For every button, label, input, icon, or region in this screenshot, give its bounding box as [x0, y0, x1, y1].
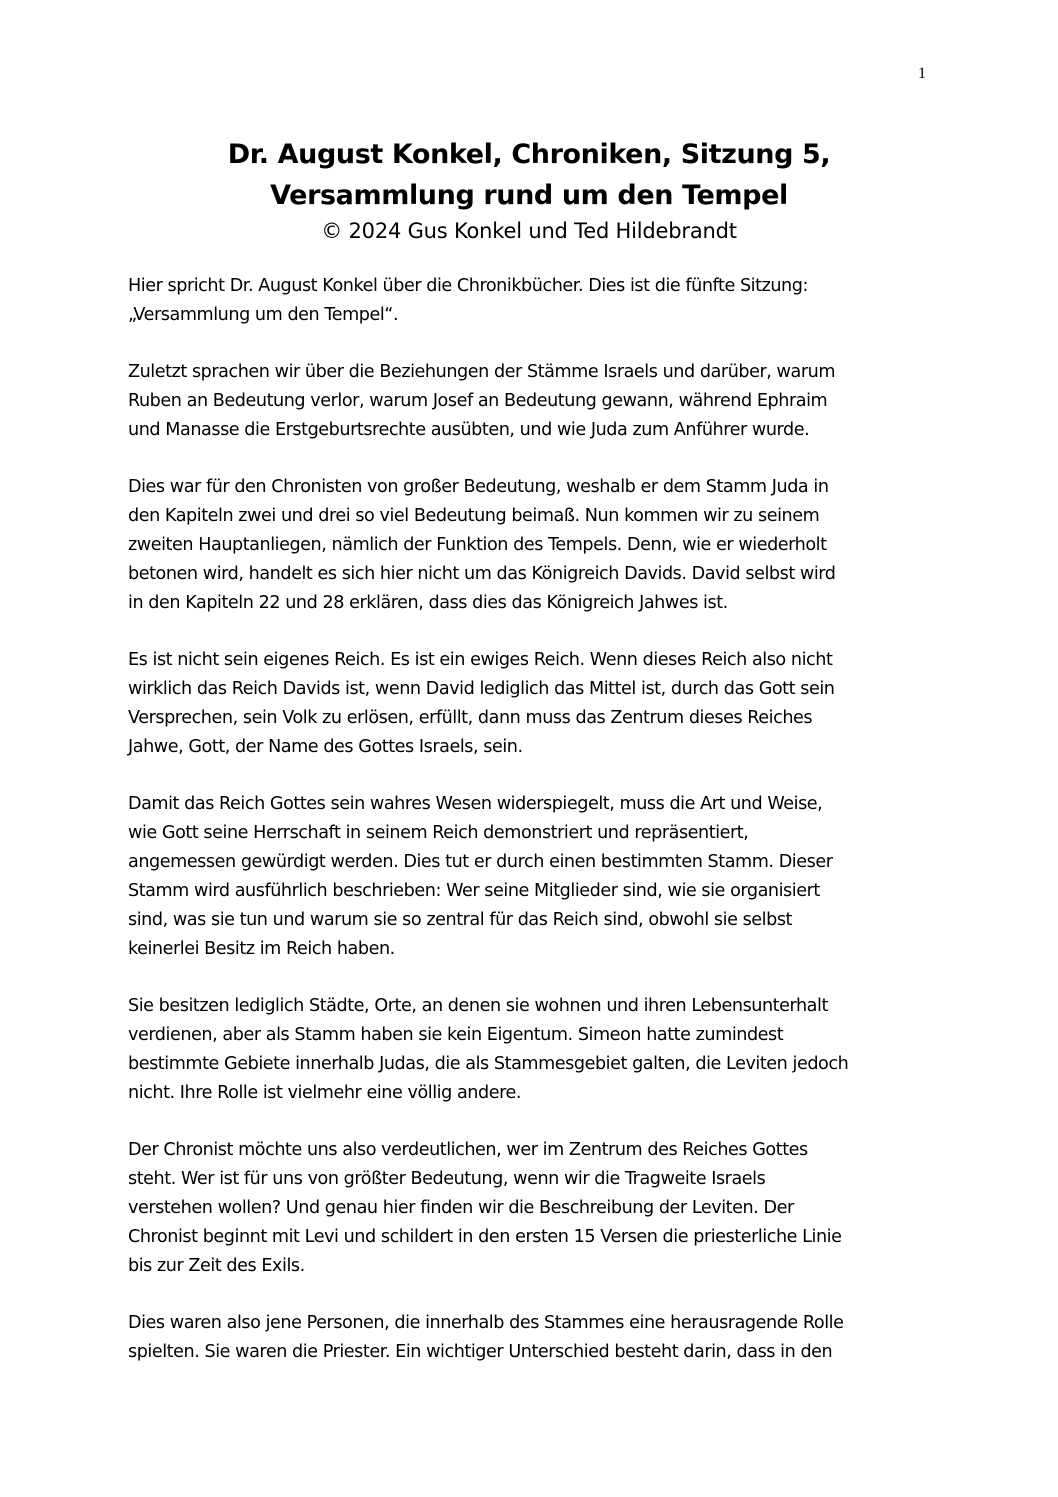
- text-line: Chronist beginnt mit Levi und schildert in den ersten 15 Versen die priesterliche Linie: [128, 1227, 842, 1247]
- text-line: und Manasse die Erstgeburtsrechte ausübten, und wie Juda zum Anführer wurde.: [128, 420, 810, 440]
- text-line: Stamm wird ausführlich beschrieben: Wer seine Mitglieder sind, wie sie organisiert: [128, 881, 820, 901]
- text-line: Sie besitzen lediglich Städte, Orte, an denen sie wohnen und ihren Lebensunterhalt: [128, 996, 828, 1016]
- paragraph: [128, 358, 934, 445]
- text-line: verstehen wollen? Und genau hier finden wir die Beschreibung der Leviten. Der: [128, 1198, 794, 1218]
- text-line: wirklich das Reich Davids ist, wenn David lediglich das Mittel ist, durch das Gott sein: [128, 679, 835, 699]
- text-line: bis zur Zeit des Exils.: [128, 1256, 305, 1276]
- text-line: Versprechen, sein Volk zu erlösen, erfüllt, dann muss das Zentrum dieses Reiches: [128, 708, 813, 728]
- text-line: Der Chronist möchte uns also verdeutlichen, wer im Zentrum des Reiches Gottes: [128, 1140, 808, 1160]
- text-line: in den Kapiteln 22 und 28 erklären, dass dies das Königreich Jahwes ist.: [128, 593, 728, 613]
- text-line: Damit das Reich Gottes sein wahres Wesen widerspiegelt, muss die Art und Weise,: [128, 794, 823, 814]
- text-line: spielten. Sie waren die Priester. Ein wichtiger Unterschied besteht darin, dass in den: [128, 1342, 833, 1362]
- text-line: Jahwe, Gott, der Name des Gottes Israels, sein.: [128, 737, 523, 757]
- text-line: bestimmte Gebiete innerhalb Judas, die als Stammesgebiet galten, die Leviten jedoch: [128, 1054, 849, 1074]
- text-line: „Versammlung um den Tempel“.: [128, 305, 399, 325]
- text-line: verdienen, aber als Stamm haben sie kein Eigentum. Simeon hatte zumindest: [128, 1025, 784, 1045]
- paragraph: [128, 1309, 934, 1367]
- text-line: steht. Wer ist für uns von größter Bedeutung, wenn wir die Tragweite Israels: [128, 1169, 766, 1189]
- text-line: zweiten Hauptanliegen, nämlich der Funktion des Tempels. Denn, wie er wiederholt: [128, 535, 827, 555]
- paragraph: [128, 646, 934, 762]
- text-line: Hier spricht Dr. August Konkel über die Chronikbücher. Dies ist die fünfte Sitzung:: [128, 276, 808, 296]
- text-line: Zuletzt sprachen wir über die Beziehungen der Stämme Israels und darüber, warum: [128, 362, 836, 382]
- paragraph: [128, 790, 934, 964]
- document-body: [128, 272, 934, 1395]
- text-line: Dies waren also jene Personen, die innerhalb des Stammes eine herausragende Rolle: [128, 1313, 844, 1333]
- text-line: angemessen gewürdigt werden. Dies tut er durch einen bestimmten Stamm. Dieser: [128, 852, 833, 872]
- text-line: nicht. Ihre Rolle ist vielmehr eine völlig andere.: [128, 1083, 522, 1103]
- document-title-line-2: Versammlung rund um den Tempel: [270, 180, 788, 211]
- paragraph: [128, 473, 934, 618]
- paragraph: [128, 272, 934, 330]
- paragraph: [128, 1136, 934, 1281]
- text-line: betonen wird, handelt es sich hier nicht um das Königreich Davids. David selbst wird: [128, 564, 836, 584]
- text-line: den Kapiteln zwei und drei so viel Bedeutung beimaß. Nun kommen wir zu seinem: [128, 506, 820, 526]
- paragraph: [128, 992, 934, 1108]
- text-line: Dies war für den Chronisten von großer Bedeutung, weshalb er dem Stamm Juda in: [128, 477, 829, 497]
- page-number: 1: [918, 65, 926, 82]
- document-title-line-1: Dr. August Konkel, Chroniken, Sitzung 5,: [227, 139, 831, 170]
- text-line: Ruben an Bedeutung verlor, warum Josef an Bedeutung gewann, während Ephraim: [128, 391, 828, 411]
- text-line: wie Gott seine Herrschaft in seinem Reich demonstriert und repräsentiert,: [128, 823, 749, 843]
- text-line: sind, was sie tun und warum sie so zentral für das Reich sind, obwohl sie selbst: [128, 910, 792, 930]
- document-header: [0, 134, 1058, 246]
- copyright-notice: © 2024 Gus Konkel und Ted Hildebrandt: [321, 219, 737, 243]
- text-line: Es ist nicht sein eigenes Reich. Es ist ein ewiges Reich. Wenn dieses Reich also nicht: [128, 650, 833, 670]
- text-line: keinerlei Besitz im Reich haben.: [128, 939, 395, 959]
